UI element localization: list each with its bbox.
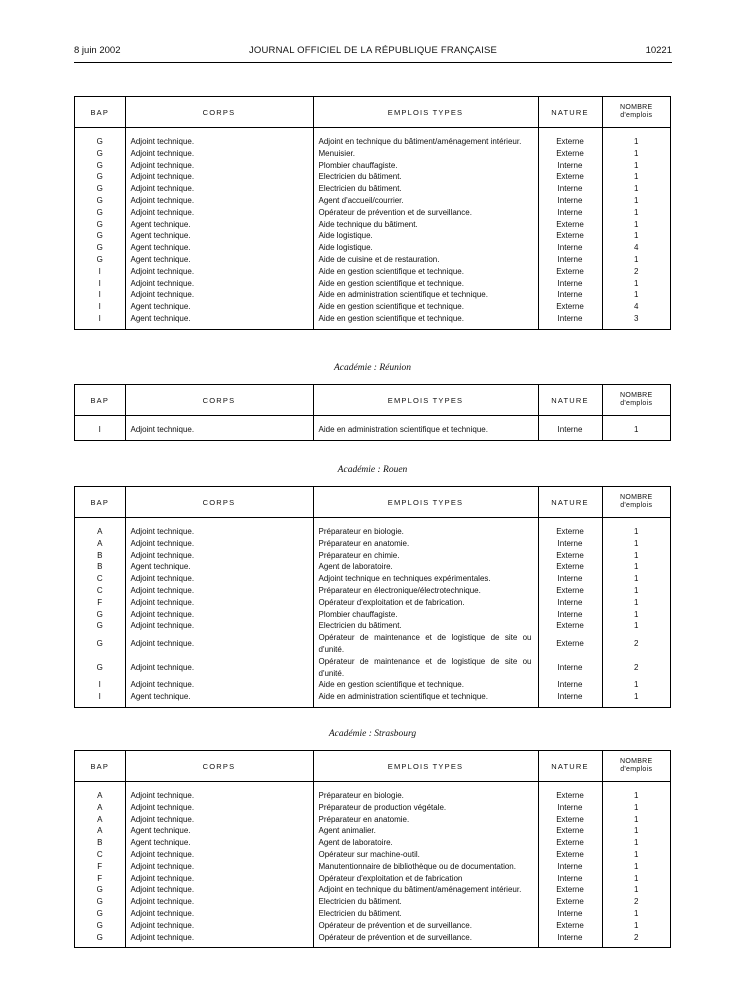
cell-corps: Adjoint technique. xyxy=(125,573,313,585)
cell-corps: Adjoint technique. xyxy=(125,136,313,148)
cell-corps: Adjoint technique. xyxy=(125,195,313,207)
cell-nombre: 1 xyxy=(602,837,670,849)
table xyxy=(75,97,670,329)
cell-bap: I xyxy=(98,425,101,434)
table xyxy=(75,385,670,440)
cell-bap: I xyxy=(98,266,101,276)
cell-nombre: 1 xyxy=(602,195,670,207)
cell-nombre: 2 xyxy=(602,896,670,908)
cell-emplois: Préparateur en anatomie. xyxy=(313,814,538,826)
cell-corps: Adjoint technique. xyxy=(125,896,313,908)
cell-nature: Interne xyxy=(538,160,602,172)
cell-nature: Interne xyxy=(538,679,602,691)
cell-bap: G xyxy=(96,920,103,930)
cell-nature: Interne xyxy=(538,424,602,436)
cell-nature: Interne xyxy=(538,861,602,873)
cell-emplois: Aide logistique. xyxy=(313,230,538,242)
cell-nombre: 1 xyxy=(602,183,670,195)
cell-nombre: 1 xyxy=(602,573,670,585)
cell-nombre: 2 xyxy=(602,656,670,680)
cell-nature: Interne xyxy=(538,195,602,207)
cell-bap: G xyxy=(96,885,103,895)
cell-nombre: 1 xyxy=(602,561,670,573)
cell-nombre: 1 xyxy=(602,230,670,242)
cell-nombre: 1 xyxy=(602,884,670,896)
table-row xyxy=(75,620,670,632)
cell-bap: G xyxy=(96,639,103,649)
cell-nombre: 1 xyxy=(602,550,670,562)
table-row xyxy=(75,289,670,301)
table-row xyxy=(75,609,670,621)
table-row xyxy=(75,597,670,609)
cell-nombre: 1 xyxy=(602,538,670,550)
cell-nature: Externe xyxy=(538,561,602,573)
header-nombre: NOMBRE d'emplois xyxy=(602,385,670,416)
cell-emplois: Electricien du bâtiment. xyxy=(313,183,538,195)
cell-nombre: 1 xyxy=(602,908,670,920)
cell-bap: B xyxy=(97,838,103,848)
cell-emplois: Opérateur d'exploitation et de fabrication xyxy=(313,873,538,885)
cell-bap: I xyxy=(98,290,101,300)
cell-bap: F xyxy=(97,873,103,883)
cell-nombre: 1 xyxy=(602,219,670,231)
emplois-table xyxy=(74,96,671,330)
cell-nombre: 1 xyxy=(602,171,670,183)
cell-nombre: 1 xyxy=(602,278,670,290)
cell-bap: G xyxy=(96,897,103,907)
table-row xyxy=(75,171,670,183)
cell-corps: Adjoint technique. xyxy=(125,656,313,680)
header-corps: CORPS xyxy=(125,97,313,128)
cell-nombre: 1 xyxy=(602,136,670,148)
table-row xyxy=(75,254,670,266)
table-row xyxy=(75,849,670,861)
cell-nature: Interne xyxy=(538,207,602,219)
cell-corps: Adjoint technique. xyxy=(125,550,313,562)
table-row xyxy=(75,932,670,944)
header-nature: NATURE xyxy=(538,487,602,518)
cell-nature: Interne xyxy=(538,254,602,266)
cell-emplois: Plombier chauffagiste. xyxy=(313,160,538,172)
header-rule xyxy=(74,62,672,63)
cell-corps: Adjoint technique. xyxy=(125,171,313,183)
cell-bap: G xyxy=(96,184,103,194)
cell-corps: Adjoint technique. xyxy=(125,802,313,814)
cell-bap: I xyxy=(98,302,101,312)
cell-bap: G xyxy=(96,609,103,619)
header-corps: CORPS xyxy=(125,385,313,416)
emplois-table xyxy=(74,384,671,441)
cell-nombre: 1 xyxy=(602,920,670,932)
cell-corps: Adjoint technique. xyxy=(125,620,313,632)
cell-corps: Adjoint technique. xyxy=(125,538,313,550)
cell-emplois: Electricien du bâtiment. xyxy=(313,896,538,908)
cell-nombre: 1 xyxy=(602,790,670,802)
cell-nature: Externe xyxy=(538,837,602,849)
cell-bap: G xyxy=(96,254,103,264)
table-row xyxy=(75,896,670,908)
cell-corps: Agent technique. xyxy=(125,561,313,573)
table-row xyxy=(75,266,670,278)
cell-nature: Interne xyxy=(538,932,602,944)
cell-bap: G xyxy=(96,160,103,170)
cell-emplois: Aide logistique. xyxy=(313,242,538,254)
header-nature: NATURE xyxy=(538,751,602,782)
cell-emplois: Aide en gestion scientifique et technique. xyxy=(313,313,538,325)
table-row xyxy=(75,920,670,932)
cell-bap: I xyxy=(98,680,101,690)
cell-nature: Interne xyxy=(538,289,602,301)
cell-emplois: Aide en gestion scientifique et technique. xyxy=(313,679,538,691)
cell-emplois: Aide en administration scientifique et technique. xyxy=(313,289,538,301)
cell-nature: Externe xyxy=(538,266,602,278)
cell-corps: Adjoint technique. xyxy=(125,266,313,278)
cell-corps: Adjoint technique. xyxy=(125,160,313,172)
cell-emplois: Agent animalier. xyxy=(313,825,538,837)
cell-corps: Agent technique. xyxy=(125,301,313,313)
header-emplois: EMPLOIS TYPES xyxy=(313,97,538,128)
cell-corps: Adjoint technique. xyxy=(125,679,313,691)
cell-bap: G xyxy=(96,219,103,229)
table-row xyxy=(75,873,670,885)
cell-bap: G xyxy=(96,908,103,918)
cell-bap: G xyxy=(96,148,103,158)
page-date: 8 juin 2002 xyxy=(74,45,121,56)
cell-emplois: Préparateur de production végétale. xyxy=(313,802,538,814)
cell-emplois: Manutentionnaire de bibliothèque ou de documentation. xyxy=(313,861,538,873)
cell-bap: B xyxy=(97,562,103,572)
cell-corps: Adjoint technique. xyxy=(125,884,313,896)
cell-emplois: Aide en administration scientifique et technique. xyxy=(313,691,538,703)
cell-corps: Agent technique. xyxy=(125,242,313,254)
cell-nombre: 1 xyxy=(602,679,670,691)
table xyxy=(75,487,670,707)
cell-corps: Adjoint technique. xyxy=(125,424,313,436)
cell-corps: Agent technique. xyxy=(125,825,313,837)
cell-nombre: 1 xyxy=(602,849,670,861)
cell-bap: G xyxy=(96,243,103,253)
cell-emplois: Agent de laboratoire. xyxy=(313,837,538,849)
header-nature: NATURE xyxy=(538,97,602,128)
cell-bap: G xyxy=(96,207,103,217)
header-bap: BAP xyxy=(75,751,125,782)
cell-nature: Interne xyxy=(538,908,602,920)
header-emplois: EMPLOIS TYPES xyxy=(313,487,538,518)
cell-bap: G xyxy=(96,621,103,631)
cell-bap: G xyxy=(96,932,103,942)
cell-nombre: 2 xyxy=(602,632,670,656)
table-row xyxy=(75,207,670,219)
cell-bap: G xyxy=(96,231,103,241)
cell-nature: Externe xyxy=(538,814,602,826)
cell-emplois: Opérateur sur machine-outil. xyxy=(313,849,538,861)
emplois-table xyxy=(74,750,671,948)
cell-nombre: 3 xyxy=(602,313,670,325)
cell-corps: Agent technique. xyxy=(125,254,313,266)
cell-nombre: 4 xyxy=(602,242,670,254)
header-corps: CORPS xyxy=(125,487,313,518)
cell-nature: Externe xyxy=(538,825,602,837)
header-row xyxy=(75,97,670,128)
cell-nature: Interne xyxy=(538,538,602,550)
cell-emplois: Plombier chauffagiste. xyxy=(313,609,538,621)
cell-nature: Interne xyxy=(538,656,602,680)
header-emplois: EMPLOIS TYPES xyxy=(313,751,538,782)
table-row xyxy=(75,837,670,849)
cell-nature: Externe xyxy=(538,849,602,861)
cell-corps: Agent technique. xyxy=(125,230,313,242)
cell-bap: C xyxy=(96,849,103,859)
cell-nature: Externe xyxy=(538,790,602,802)
cell-nature: Interne xyxy=(538,242,602,254)
cell-corps: Adjoint technique. xyxy=(125,908,313,920)
header-nature: NATURE xyxy=(538,385,602,416)
cell-emplois: Aide en gestion scientifique et technique. xyxy=(313,278,538,290)
cell-emplois: Agent de laboratoire. xyxy=(313,561,538,573)
cell-nature: Interne xyxy=(538,597,602,609)
table-row xyxy=(75,183,670,195)
cell-nature: Interne xyxy=(538,278,602,290)
cell-corps: Adjoint technique. xyxy=(125,632,313,656)
table-row xyxy=(75,656,670,680)
cell-nature: Interne xyxy=(538,609,602,621)
table-row xyxy=(75,278,670,290)
cell-nombre: 1 xyxy=(602,526,670,538)
cell-bap: I xyxy=(98,692,101,702)
cell-nature: Externe xyxy=(538,301,602,313)
table-row xyxy=(75,908,670,920)
table-row xyxy=(75,679,670,691)
cell-corps: Adjoint technique. xyxy=(125,814,313,826)
cell-corps: Adjoint technique. xyxy=(125,278,313,290)
cell-corps: Adjoint technique. xyxy=(125,148,313,160)
cell-nature: Externe xyxy=(538,171,602,183)
table-row xyxy=(75,538,670,550)
cell-nombre: 1 xyxy=(602,585,670,597)
cell-emplois: Adjoint en technique du bâtiment/aménagement intérieur. xyxy=(313,136,538,148)
table-row xyxy=(75,424,670,436)
cell-bap: C xyxy=(96,585,103,595)
cell-emplois: Adjoint technique en techniques expérimentales. xyxy=(313,573,538,585)
cell-nature: Interne xyxy=(538,691,602,703)
cell-nombre: 1 xyxy=(602,424,670,436)
cell-corps: Adjoint technique. xyxy=(125,597,313,609)
table-row xyxy=(75,313,670,325)
academie-title: Académie : Strasbourg xyxy=(328,729,417,739)
cell-bap: A xyxy=(97,538,103,548)
cell-corps: Agent technique. xyxy=(125,219,313,231)
table-row xyxy=(75,585,670,597)
cell-emplois: Aide en administration scientifique et technique. xyxy=(313,424,538,436)
cell-corps: Adjoint technique. xyxy=(125,207,313,219)
cell-nombre: 1 xyxy=(602,620,670,632)
cell-nombre: 2 xyxy=(602,266,670,278)
cell-nature: Externe xyxy=(538,136,602,148)
academie-title: Académie : Réunion xyxy=(333,363,412,373)
cell-bap: A xyxy=(97,814,103,824)
cell-emplois: Electricien du bâtiment. xyxy=(313,171,538,183)
cell-bap: F xyxy=(97,861,103,871)
table-row xyxy=(75,160,670,172)
table-row xyxy=(75,148,670,160)
cell-bap: G xyxy=(96,195,103,205)
cell-bap: G xyxy=(96,172,103,182)
cell-nombre: 1 xyxy=(602,861,670,873)
cell-nombre: 1 xyxy=(602,814,670,826)
emplois-table xyxy=(74,486,671,708)
cell-nombre: 1 xyxy=(602,691,670,703)
cell-bap: G xyxy=(96,137,103,146)
cell-emplois: Aide en gestion scientifique et technique. xyxy=(313,301,538,313)
cell-nature: Interne xyxy=(538,183,602,195)
header-row xyxy=(75,487,670,518)
table xyxy=(75,751,670,947)
cell-nombre: 1 xyxy=(602,609,670,621)
cell-emplois: Opérateur de maintenance et de logistique de site ou d'unité. xyxy=(313,632,538,656)
cell-corps: Adjoint technique. xyxy=(125,526,313,538)
table-row xyxy=(75,573,670,585)
cell-bap: G xyxy=(96,662,103,672)
cell-bap: B xyxy=(97,550,103,560)
cell-corps: Adjoint technique. xyxy=(125,289,313,301)
table-row xyxy=(75,242,670,254)
cell-nombre: 4 xyxy=(602,301,670,313)
cell-nature: Externe xyxy=(538,920,602,932)
cell-nombre: 1 xyxy=(602,160,670,172)
cell-emplois: Aide en gestion scientifique et technique. xyxy=(313,266,538,278)
cell-nature: Externe xyxy=(538,148,602,160)
cell-emplois: Menuisier. xyxy=(313,148,538,160)
cell-emplois: Opérateur de prévention et de surveillance. xyxy=(313,920,538,932)
cell-nature: Externe xyxy=(538,884,602,896)
cell-emplois: Opérateur d'exploitation et de fabrication. xyxy=(313,597,538,609)
page-header xyxy=(74,44,672,58)
header-nombre: NOMBRE d'emplois xyxy=(602,97,670,128)
header-row xyxy=(75,751,670,782)
cell-bap: A xyxy=(97,527,103,536)
cell-bap: I xyxy=(98,278,101,288)
table-row xyxy=(75,691,670,703)
cell-emplois: Electricien du bâtiment. xyxy=(313,620,538,632)
header-bap: BAP xyxy=(75,487,125,518)
cell-nombre: 1 xyxy=(602,254,670,266)
cell-nombre: 1 xyxy=(602,597,670,609)
header-bap: BAP xyxy=(75,385,125,416)
cell-emplois: Préparateur en anatomie. xyxy=(313,538,538,550)
cell-nature: Interne xyxy=(538,802,602,814)
cell-corps: Adjoint technique. xyxy=(125,585,313,597)
cell-emplois: Aide de cuisine et de restauration. xyxy=(313,254,538,266)
cell-corps: Adjoint technique. xyxy=(125,609,313,621)
cell-nature: Externe xyxy=(538,585,602,597)
table-row xyxy=(75,526,670,538)
cell-corps: Adjoint technique. xyxy=(125,183,313,195)
table-row xyxy=(75,884,670,896)
cell-nature: Externe xyxy=(538,896,602,908)
cell-bap: A xyxy=(97,802,103,812)
cell-bap: C xyxy=(96,574,103,584)
page-number: 10221 xyxy=(645,45,672,56)
cell-nature: Interne xyxy=(538,873,602,885)
cell-nombre: 1 xyxy=(602,148,670,160)
cell-emplois: Adjoint en technique du bâtiment/aménagement intérieur. xyxy=(313,884,538,896)
table-row xyxy=(75,861,670,873)
table-row xyxy=(75,219,670,231)
table-row xyxy=(75,561,670,573)
table-row xyxy=(75,814,670,826)
cell-corps: Adjoint technique. xyxy=(125,932,313,944)
table-row xyxy=(75,550,670,562)
cell-corps: Agent technique. xyxy=(125,691,313,703)
header-nombre: NOMBRE d'emplois xyxy=(602,487,670,518)
cell-nature: Externe xyxy=(538,219,602,231)
table-row xyxy=(75,802,670,814)
cell-nombre: 2 xyxy=(602,932,670,944)
cell-emplois: Electricien du bâtiment. xyxy=(313,908,538,920)
table-row xyxy=(75,790,670,802)
cell-emplois: Opérateur de prévention et de surveillance. xyxy=(313,932,538,944)
header-nombre: NOMBRE d'emplois xyxy=(602,751,670,782)
cell-emplois: Aide technique du bâtiment. xyxy=(313,219,538,231)
cell-corps: Adjoint technique. xyxy=(125,849,313,861)
cell-nombre: 1 xyxy=(602,873,670,885)
cell-corps: Adjoint technique. xyxy=(125,920,313,932)
cell-nature: Interne xyxy=(538,313,602,325)
table-row xyxy=(75,230,670,242)
cell-emplois: Préparateur en biologie. xyxy=(313,790,538,802)
cell-nombre: 1 xyxy=(602,289,670,301)
cell-bap: F xyxy=(97,597,103,607)
table-row xyxy=(75,136,670,148)
header-emplois: EMPLOIS TYPES xyxy=(313,385,538,416)
cell-bap: A xyxy=(97,791,103,800)
cell-nature: Externe xyxy=(538,526,602,538)
cell-emplois: Agent d'accueil/courrier. xyxy=(313,195,538,207)
cell-bap: A xyxy=(97,826,103,836)
cell-corps: Adjoint technique. xyxy=(125,861,313,873)
cell-corps: Agent technique. xyxy=(125,313,313,325)
cell-emplois: Préparateur en biologie. xyxy=(313,526,538,538)
table-row xyxy=(75,195,670,207)
cell-nature: Interne xyxy=(538,573,602,585)
cell-corps: Agent technique. xyxy=(125,837,313,849)
table-row xyxy=(75,632,670,656)
journal-title: JOURNAL OFFICIEL DE LA RÉPUBLIQUE FRANÇAISE xyxy=(248,45,498,56)
academie-title: Académie : Rouen xyxy=(337,465,408,475)
cell-bap: I xyxy=(98,313,101,323)
cell-corps: Adjoint technique. xyxy=(125,873,313,885)
cell-nombre: 1 xyxy=(602,207,670,219)
header-corps: CORPS xyxy=(125,751,313,782)
cell-emplois: Opérateur de prévention et de surveillance. xyxy=(313,207,538,219)
cell-nombre: 1 xyxy=(602,825,670,837)
cell-nature: Externe xyxy=(538,230,602,242)
header-row xyxy=(75,385,670,416)
cell-emplois: Préparateur en électronique/électrotechnique. xyxy=(313,585,538,597)
table-row xyxy=(75,301,670,313)
cell-nature: Externe xyxy=(538,632,602,656)
cell-nature: Externe xyxy=(538,550,602,562)
cell-nombre: 1 xyxy=(602,802,670,814)
cell-corps: Adjoint technique. xyxy=(125,790,313,802)
cell-emplois: Préparateur en chimie. xyxy=(313,550,538,562)
cell-nature: Externe xyxy=(538,620,602,632)
table-row xyxy=(75,825,670,837)
cell-emplois: Opérateur de maintenance et de logistique de site ou d'unité. xyxy=(313,656,538,680)
header-bap: BAP xyxy=(75,97,125,128)
